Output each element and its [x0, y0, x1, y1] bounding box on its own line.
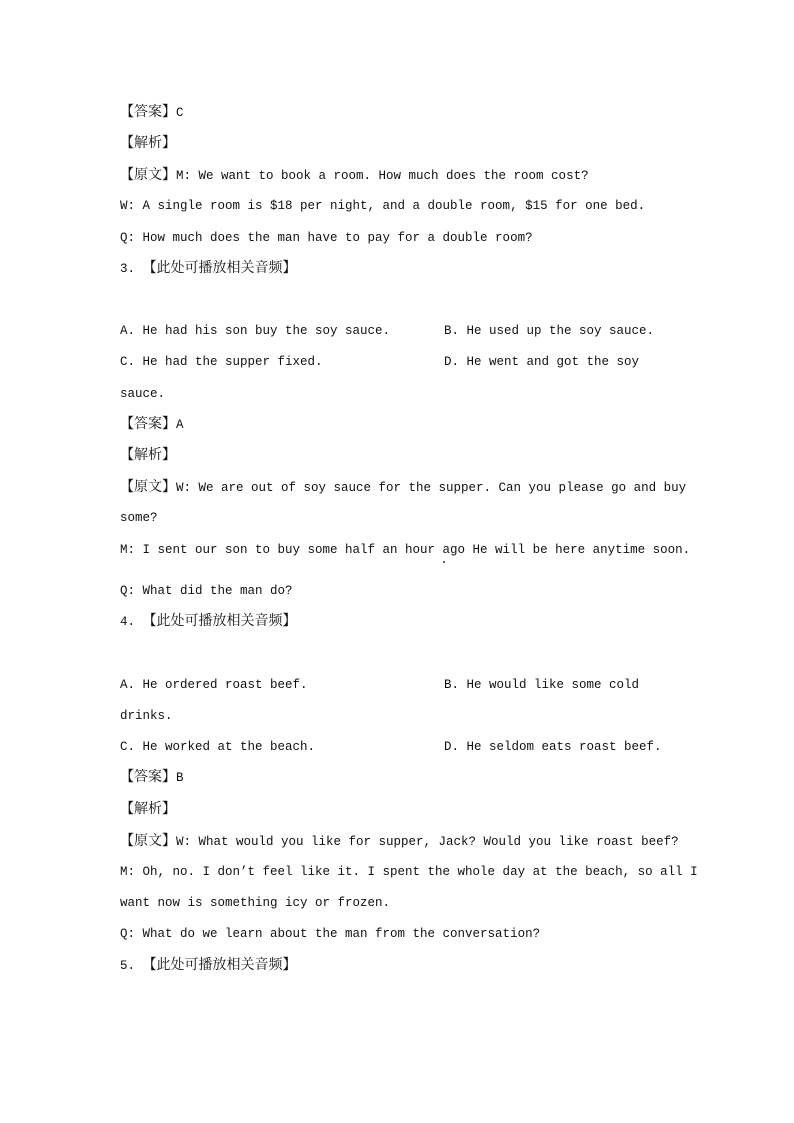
option-b-continued: drinks.	[120, 709, 173, 723]
answer-line	[120, 769, 184, 786]
answer-tag: 【答案】	[120, 416, 176, 432]
transcript-line: M: I sent our son to buy some half an hour ago He will be here anytime soon.	[120, 543, 691, 557]
stray-dot	[443, 561, 445, 563]
option-d-continued: sauce.	[120, 387, 166, 401]
transcript-tag: 【原文】	[120, 833, 176, 849]
audio-placeholder: 【此处可播放相关音频】	[142, 957, 297, 973]
answer-value: B	[176, 771, 184, 785]
transcript-line-continued: some?	[120, 511, 158, 525]
transcript-line: 【原文】W: We are out of soy sauce for the supper. Can you please go and buy	[120, 479, 687, 495]
answer-line	[120, 104, 184, 121]
option-b: B. He used up the soy sauce.	[444, 324, 655, 338]
question-heading	[120, 613, 297, 630]
analysis-heading: 【解析】	[120, 447, 176, 463]
analysis-heading: 【解析】	[120, 801, 176, 817]
question-number: 3.	[120, 262, 136, 276]
answer-value: C	[176, 106, 184, 120]
transcript-tag: 【原文】	[120, 167, 176, 183]
transcript-line: W: A single room is $18 per night, and a double room, $15 for one bed.	[120, 199, 646, 213]
transcript-tag: 【原文】	[120, 479, 176, 495]
audio-placeholder: 【此处可播放相关音频】	[142, 260, 297, 276]
question-line: Q: What do we learn about the man from the conversation?	[120, 927, 541, 941]
question-line: Q: What did the man do?	[120, 584, 293, 598]
question-number: 4.	[120, 615, 136, 629]
transcript-line-continued: want now is something icy or frozen.	[120, 896, 391, 910]
answer-line	[120, 416, 184, 433]
transcript-line: 【原文】M: We want to book a room. How much does the room cost?	[120, 167, 589, 183]
answer-value: A	[176, 418, 184, 432]
option-b: B. He would like some cold	[444, 678, 640, 692]
transcript-line: M: Oh, no. I don’t feel like it. I spent the whole day at the beach, so all I	[120, 865, 698, 879]
analysis-heading: 【解析】	[120, 135, 176, 151]
question-heading	[120, 957, 297, 974]
option-d: D. He went and got the soy	[444, 355, 640, 369]
option-a: A. He had his son buy the soy sauce.	[120, 324, 391, 338]
transcript-line: 【原文】W: What would you like for supper, Jack? Would you like roast beef?	[120, 833, 679, 849]
option-a: A. He ordered roast beef.	[120, 678, 308, 692]
question-heading	[120, 260, 297, 277]
option-c: C. He worked at the beach.	[120, 740, 316, 754]
option-c: C. He had the supper fixed.	[120, 355, 323, 369]
answer-tag: 【答案】	[120, 769, 176, 785]
answer-tag: 【答案】	[120, 104, 176, 120]
audio-placeholder: 【此处可播放相关音频】	[142, 613, 297, 629]
question-number: 5.	[120, 959, 136, 973]
option-d: D. He seldom eats roast beef.	[444, 740, 662, 754]
question-line: Q: How much does the man have to pay for a double room?	[120, 231, 533, 245]
